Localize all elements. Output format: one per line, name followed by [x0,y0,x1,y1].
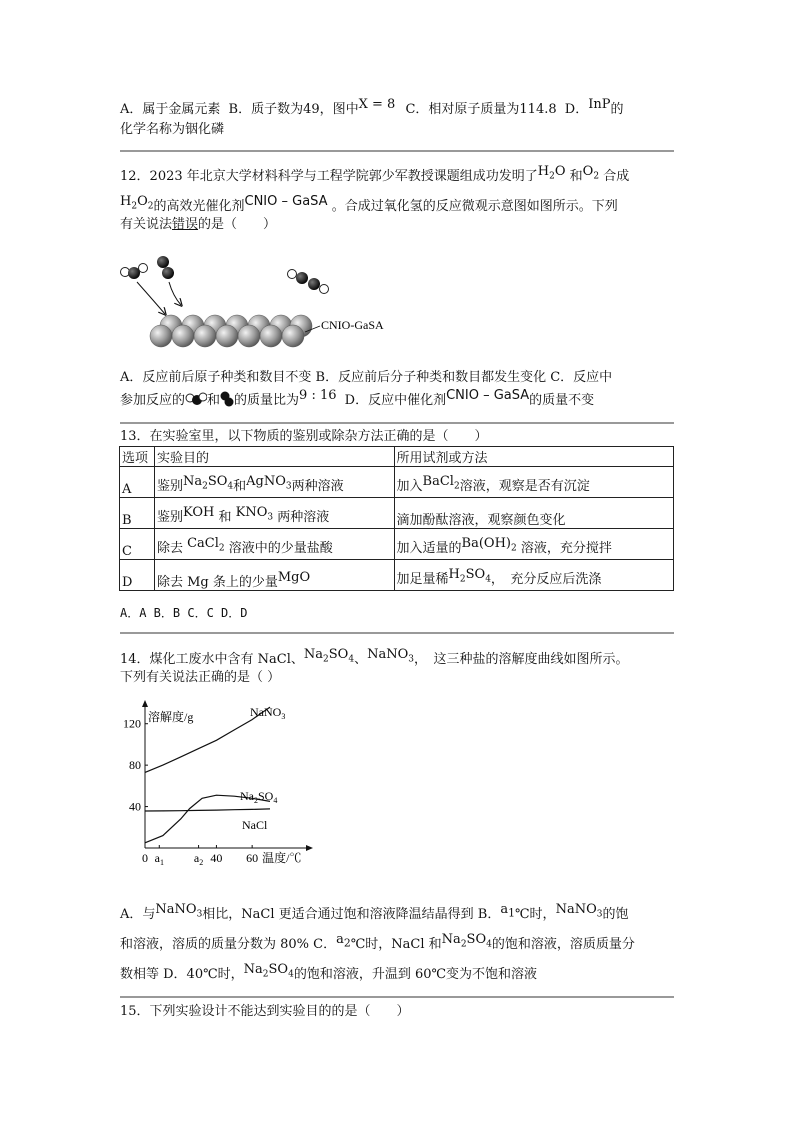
cell-text: 除去 Mg 条上的少量 [156,575,278,590]
table-cell-method: 滴加酚酞溶液，观察颜色变化 [394,498,673,529]
formula-bacl2: BaCl$_2$ [422,474,460,492]
q14-options-line1 [120,902,675,929]
cell-text: 加入 [396,479,423,495]
table-cell-option: A [120,467,155,498]
cell-text: ， 充分反应后洗涤 [490,572,602,588]
formula-baoh2: $Ba(OH)_2$ [461,536,517,554]
divider [120,422,674,424]
q12-option-text: 和 [207,393,221,408]
cell-text: 和 [233,479,247,495]
table-cell-purpose [154,560,394,591]
q13-table [119,446,674,591]
series-line-nacl [145,809,270,811]
q11-math-x: X = 8 [358,97,396,112]
series-label [242,818,268,832]
series-label-part: 4 [273,796,278,805]
cell-text: 和 [218,510,232,526]
q11-options-line1 [120,97,675,119]
q12-formula-h2o2: $H_2O_2$ [120,194,154,212]
y-tick-label: 80 [129,758,141,773]
temp-a2: $a_2$ [336,932,351,950]
table-cell-purpose [154,467,394,498]
q14-options-line2 [120,932,675,959]
table-cell-method [394,529,673,560]
formula-cacl2: CaCl$_2$ [187,536,225,554]
table-row [120,529,674,560]
q14-option-text: ℃时，NaCl 和 [350,937,442,952]
formula-mgo: MgO [277,570,311,585]
solubility-chart [115,700,315,875]
q12-option-text: 参加反应的 [120,393,186,408]
q15-stem: 15．下列实验设计不能达到实验目的的是（ ） [120,1004,410,1019]
q12-stem-line1 [120,164,675,191]
table-cell-option: B [120,498,155,529]
table-header-row [120,447,674,467]
table-cell-purpose [154,498,394,529]
q12-options-line2 [120,388,675,410]
series-label-part: SO [258,789,274,803]
formula-nano3: NaNO$_3$ [367,647,415,665]
q12-text: 的高效光催化剂 [153,199,245,214]
q14-option-text: 和溶液，溶质的质量分数为 80% C． [120,937,337,952]
q12-reaction-diagram [115,248,415,358]
x-tick-label: $a_2$ [193,851,204,867]
q12-option-text: 的质量比为 [234,393,300,408]
formula-koh: KOH [182,505,215,521]
formula-na2so4: $Na_2SO_4$ [303,647,355,665]
q14-stem-line2: 下列有关说法正确的是（ ） [120,670,281,685]
q14-text: ， 这三种盐的溶解度曲线如图所示。 [414,652,629,667]
q13-options: A．A B．B C．C D．D [120,606,248,620]
cell-text: 加足量稀 [396,572,449,588]
y-axis-label: 溶解度/g [148,710,194,724]
water-molecule-icon [121,264,148,280]
q12-ratio: 9 : 16 [299,388,337,403]
q12-formula-o2: $O_2$ [582,164,600,182]
q12-formula-h2o: $H_2O$ [537,164,566,182]
q12-option-text: D．反应中催化剂 [344,393,447,408]
table-header-cell: 所用试剂或方法 [394,447,673,467]
x-tick-subscript: 2 [199,858,204,867]
x-tick-label: 40 [210,851,223,865]
q12-stem-line3 [120,216,675,234]
table-cell-option: D [120,560,155,591]
series-label-part: NaCl [242,818,268,832]
q11-option-d-tail: 的 [610,102,624,117]
cell-text: 除去 [156,541,183,557]
formula-na2so4: $Na_2SO_4$ [182,474,234,492]
q14-option-text: A．与 [120,907,156,922]
formula-na2so4: $Na_2SO_4$ [243,962,294,980]
formula-agno3: AgNO$_3$ [246,474,292,492]
q14-text: 14．煤化工废水中含有 NaCl、 [120,652,304,667]
divider [120,632,674,634]
q11-option-a: A．属于金属元素 [120,102,221,117]
table-header-cell: 选项 [120,447,155,467]
q12-options-line1: A．反应前后原子种类和数目不变 B．反应前后分子种类和数目都发生变化 C．反应中 [120,370,613,385]
table-cell-purpose [154,529,394,560]
divider [120,150,674,152]
q14-option-text: 相比，NaCl 更适合通过饱和溶液降温结晶得到 B． [202,907,501,922]
q11-option-b: B．质子数为49，图中 [228,102,359,117]
formula-nano3: NaNO$_3$ [155,902,203,920]
q14-option-text: ℃时， [515,907,556,922]
series-label-part: NaNO [250,705,282,719]
series-label-part: 2 [254,796,258,805]
arrow-icon [137,282,165,314]
q14-option-text: 数相等 D．40℃时， [120,967,244,982]
cell-text: 鉴别 [156,510,183,526]
divider [120,996,674,998]
cell-text: 两种溶液 [277,510,330,526]
cell-text: 溶液，充分搅拌 [520,541,612,557]
formula-nano3: NaNO$_3$ [555,902,603,920]
x-tick-label: 60 [246,851,259,865]
table-row [120,560,674,591]
x-axis-label: 温度/℃ [262,851,302,865]
oxygen-molecule-icon [157,256,174,279]
q12-text: 合成 [603,169,630,184]
cell-text: 溶液中的少量盐酸 [228,541,333,557]
q12-option-text: 的质量不变 [529,393,595,408]
temp-a1: $a_1$ [500,902,516,920]
q12-underlined-text: 错误 [172,217,199,232]
x-tick-label: $a_1$ [154,851,164,867]
series-label [240,789,277,805]
table-header-cell: 实验目的 [154,447,394,467]
cell-text: 鉴别 [156,479,183,495]
oxygen-molecule-icon [220,391,234,407]
table-cell-method [394,560,673,591]
series-label [250,705,285,721]
q11-options-line2: 化学名称为铟化磷 [120,122,225,137]
q14-text: 、 [354,652,368,667]
q14-option-text: 的饱和溶液，升温到 60℃变为不饱和溶液 [293,967,538,982]
q12-text: 12．2023 年北京大学材料科学与工程学院郭少军教授课题组成功发明了 [120,169,538,184]
series-label-part: Na [240,789,254,803]
q12-catalyst: CNIO – GaSA [446,388,530,403]
q12-and: 和 [569,169,583,184]
cell-text: 溶液，观察是否有沉淀 [459,479,590,495]
table-row [120,467,674,498]
q11-option-c: C．相对原子质量为114.8 [405,102,557,117]
cell-text: 加入适量的 [396,541,462,557]
table-row [120,498,674,529]
formula-na2so4: $Na_2SO_4$ [441,932,492,950]
formula-kno3: $KNO_3$ [235,505,274,523]
cell-text: 两种溶液 [291,479,344,495]
table-cell-method [394,467,673,498]
hydrogen-peroxide-molecule-icon [288,270,329,294]
q14-options-line3 [120,962,675,989]
y-tick-label: 40 [129,799,141,814]
q14-option-text: 的饱和溶液，溶质质量分 [491,937,635,952]
q12-text: 。合成过氧化氢的反应微观示意图如图所示。下列 [331,199,618,214]
q11-option-d: D． [564,102,589,117]
catalyst-surface-icon [150,315,312,347]
q13-stem: 13．在实验室里，以下物质的鉴别或除杂方法正确的是（ ） [120,429,488,444]
q14-option-text: 的饱 [602,907,629,922]
y-tick-label: 120 [123,716,141,731]
q12-text: 有关说法 [120,217,173,232]
x-tick-label: 0 [142,851,148,865]
q12-catalyst: CNIO – GaSA [244,194,328,209]
arrow-icon [169,282,181,305]
formula-h2so4: $H_2SO_4$ [448,567,491,585]
water-molecule-icon [185,392,207,406]
x-tick-subscript: 1 [159,858,164,867]
catalyst-label: CNIO-GaSA [321,318,384,332]
q12-text: 的是（ ） [198,217,277,232]
q11-formula-inp: InP [588,97,611,112]
table-cell-option: C [120,529,155,560]
series-label-part: 3 [281,712,286,721]
